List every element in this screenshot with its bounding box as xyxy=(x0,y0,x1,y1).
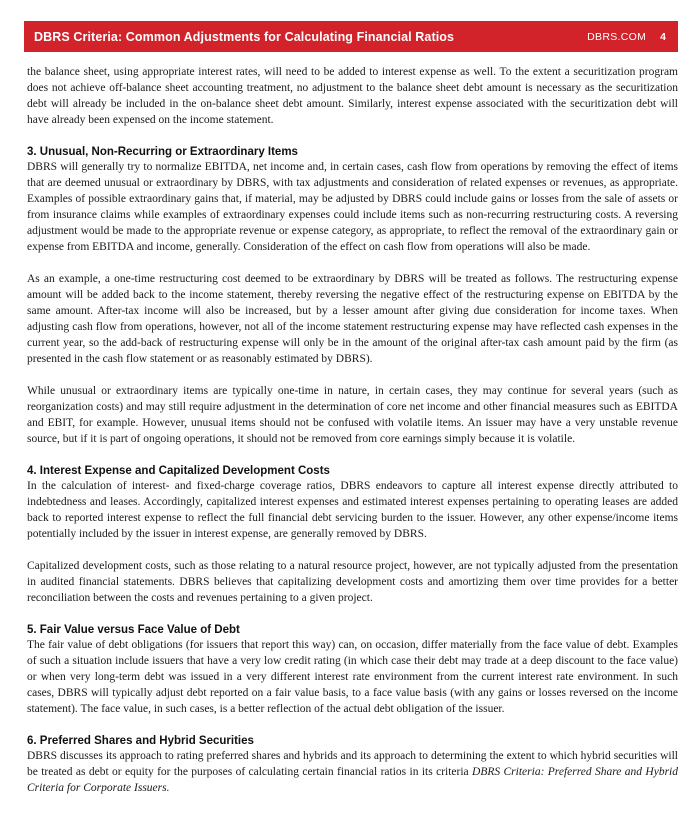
section-5-heading: 5. Fair Value versus Face Value of Debt xyxy=(27,624,240,636)
section-6-paragraph-1 xyxy=(27,748,678,796)
document-title: DBRS Criteria: Common Adjustments for Calculating Financial Ratios xyxy=(34,29,455,44)
section-4-heading: 4. Interest Expense and Capitalized Development Costs xyxy=(27,465,330,477)
section-3-paragraph-1: DBRS will generally try to normalize EBITDA, net income and, in certain cases, cash flow from operations by removing the effect of items that are deemed unusual or extraordinary by DBRS, with tax adjustments and consideration of related expenses or revenues, as appropriate. Examples of possible extraordinary gains that, if material, may be adjusted by DBRS could include gains or losses from the sale of assets or from insurance claims while examples of extraordinary expenses could include items such as non-recurring restructuring costs. A reversing adjustment would be made to the appropriate revenue or expense category, as appropriate, to reflect the removal of the extraordinary gain or expense from EBITDA and income, generally. Consideration of the effect on cash flow from operations will also be made. xyxy=(27,161,678,253)
section-5-paragraph-1: The fair value of debt obligations (for issuers that report this way) can, on occasion, differ materially from the face value of debt. Examples of such a situation include issuers that have a very low credit rating (in which case their debt may trade at a deep discount to the face value) or when very long-term debt was issued in a very different interest rate environment from the current interest rate environment. In such cases, DBRS will typically adjust debt reported on a fair value basis, to a face value basis (with any gains or losses reversed on the income statement). The face value, in such cases, is a better reflection of the actual debt obligation of the issuer. xyxy=(27,639,678,715)
document-body xyxy=(27,64,678,796)
section-3-paragraph-3: While unusual or extraordinary items are typically one-time in nature, in certain cases, they may continue for several years (such as reorganization costs) and may still require adjustment in the determination of core net income and other financial measures such as EBITDA and EBIT, for example. However, unusual items should not be confused with volatile items. An issuer may have a very unstable revenue source, but if it is part of ongoing operations, it should not be removed from core earnings simply because it is volatile. xyxy=(27,385,678,445)
section-4-paragraph-1: In the calculation of interest- and fixed-charge coverage ratios, DBRS endeavors to capture all interest expense directly attributed to indebtedness and leases. Accordingly, capitalized interest expenses and estimated interest expenses pertaining to operating leases are added back to reported interest expense to reflect the full financial debt servicing burden to the issuer. However, any other expense/income items potentially included by the issuer in interest expense, are generally removed by DBRS. xyxy=(27,480,678,540)
section-6-text: DBRS discusses its approach to rating preferred shares and hybrids and its approach to determining the extent to which hybrid securities will be treated as debt or equity for the purposes of calculating certain financial ratios in its criteria xyxy=(27,750,678,778)
header-meta xyxy=(587,31,666,43)
section-4-paragraph-2: Capitalized development costs, such as those relating to a natural resource project, however, are not typically adjusted from the presentation in audited financial statements. DBRS believes that capitalizing development costs and amortizing them over time provides for a better reconciliation between the costs and revenues pertaining to a given project. xyxy=(27,560,678,604)
section-3-paragraph-2: As an example, a one-time restructuring cost deemed to be extraordinary by DBRS will be treated as follows. The restructuring expense amount will be added back to the income statement, thereby reversing the negative effect of the restructuring expense on EBITDA by the same amount. After-tax income will also be increased, but by a lesser amount after giving due consideration for income taxes. When adjusting cash flow from operations, however, not all of the income statement restructuring expense may have reflected cash expenses in the current year, so the add-back of restructuring expense will only be in the amount of the original after-tax cash amount paid by the firm (as presented in the cash flow statement or as reasonably estimated by DBRS). xyxy=(27,273,678,365)
page-header-bar xyxy=(24,21,678,52)
criteria-citation: DBRS Criteria: Preferred Share and Hybrid Criteria for Corporate Issuers. xyxy=(27,766,678,794)
section-3-heading: 3. Unusual, Non-Recurring or Extraordinary Items xyxy=(27,146,298,158)
page-number: 4 xyxy=(660,30,666,43)
site-link[interactable]: DBRS.COM xyxy=(587,30,647,43)
section-6-heading: 6. Preferred Shares and Hybrid Securities xyxy=(27,735,254,747)
intro-paragraph: the balance sheet, using appropriate interest rates, will need to be added to interest expense as well. To the extent a securitization program does not achieve off-balance sheet accounting treatment, no adjustment to the balance sheet debt amount is necessary as the securitization debt will already be included in the on-balance sheet debt amount. Similarly, interest expense associated with the securitization debt will have already been expensed on the income statement. xyxy=(27,66,678,126)
